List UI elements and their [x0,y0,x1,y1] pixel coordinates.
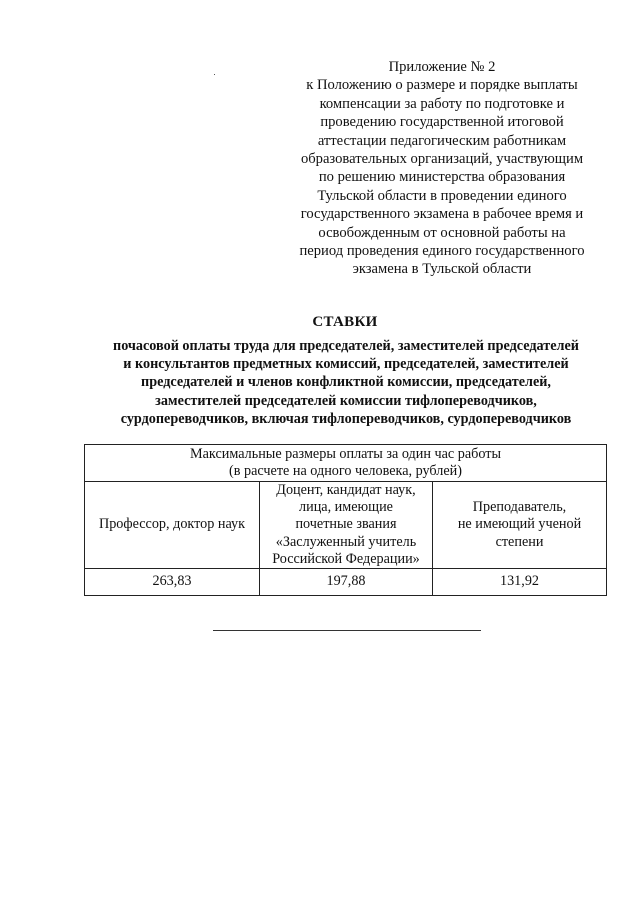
appendix-line: по решению министерства образования [318,169,566,186]
appendix-line: компенсации за работу по подготовке и [319,95,565,112]
value-docent: 197,88 [260,569,433,596]
appendix-line: проведению государственной итоговой [320,114,564,131]
document-title: СТАВКИ [312,314,378,330]
appendix-line: экзамена в Тульской области [352,261,532,278]
scan-speck [214,74,215,75]
rates-table [84,444,607,596]
column-line: почетные звания [295,516,397,533]
appendix-line: аттестации педагогическим работникам [317,132,567,149]
header-line: (в расчете на одного человека, рублей) [229,463,462,479]
appendix-line: Приложение № 2 [388,59,496,75]
column-teacher [433,482,607,569]
column-line: лица, имеющие [299,499,393,516]
appendix-note [282,58,602,279]
subtitle-line: и консультантов предметных комиссий, председателей, заместителей [123,356,569,373]
header-line: Максимальные размеры оплаты за один час работы [190,445,501,462]
appendix-line: освобожденным от основной работы на [318,224,566,241]
subtitle-line: председателей и членов конфликтной комиссии, председателей, [141,374,551,391]
column-docent [260,482,433,569]
table-header-cell [85,445,607,482]
subtitle-line: почасовой оплаты труда для председателей, заместителей председателей [113,338,579,354]
value-professor: 263,83 [85,569,260,596]
appendix-line: к Положению о размере и порядке выплаты [306,77,578,94]
table-values-row [85,569,607,596]
table-columns-row [85,482,607,569]
column-line: не имеющий ученой [457,516,582,533]
appendix-line: образовательных организаций, участвующим [300,151,584,168]
end-divider [213,630,481,631]
subtitle-line: сурдопереводчиков, включая тифлопереводчиков, сурдопереводчиков [120,410,572,427]
appendix-line: Тульской области в проведении единого [317,187,567,204]
document-subtitle [66,337,626,428]
appendix-line: период проведения единого государственного [299,243,585,260]
table-header-row [85,445,607,482]
column-line: Профессор, доктор наук [98,516,246,533]
appendix-line: государственного экзамена в рабочее время и [300,206,584,223]
column-line: Преподаватель, [472,499,567,516]
subtitle-line: заместителей председателей комиссии тифлопереводчиков, [155,392,537,409]
column-line: Российской Федерации» [272,550,420,567]
column-line: «Заслуженный учитель [275,533,417,550]
column-line: Доцент, кандидат наук, [276,482,416,498]
column-professor [85,482,260,569]
value-teacher: 131,92 [433,569,607,596]
column-line: степени [495,533,544,550]
